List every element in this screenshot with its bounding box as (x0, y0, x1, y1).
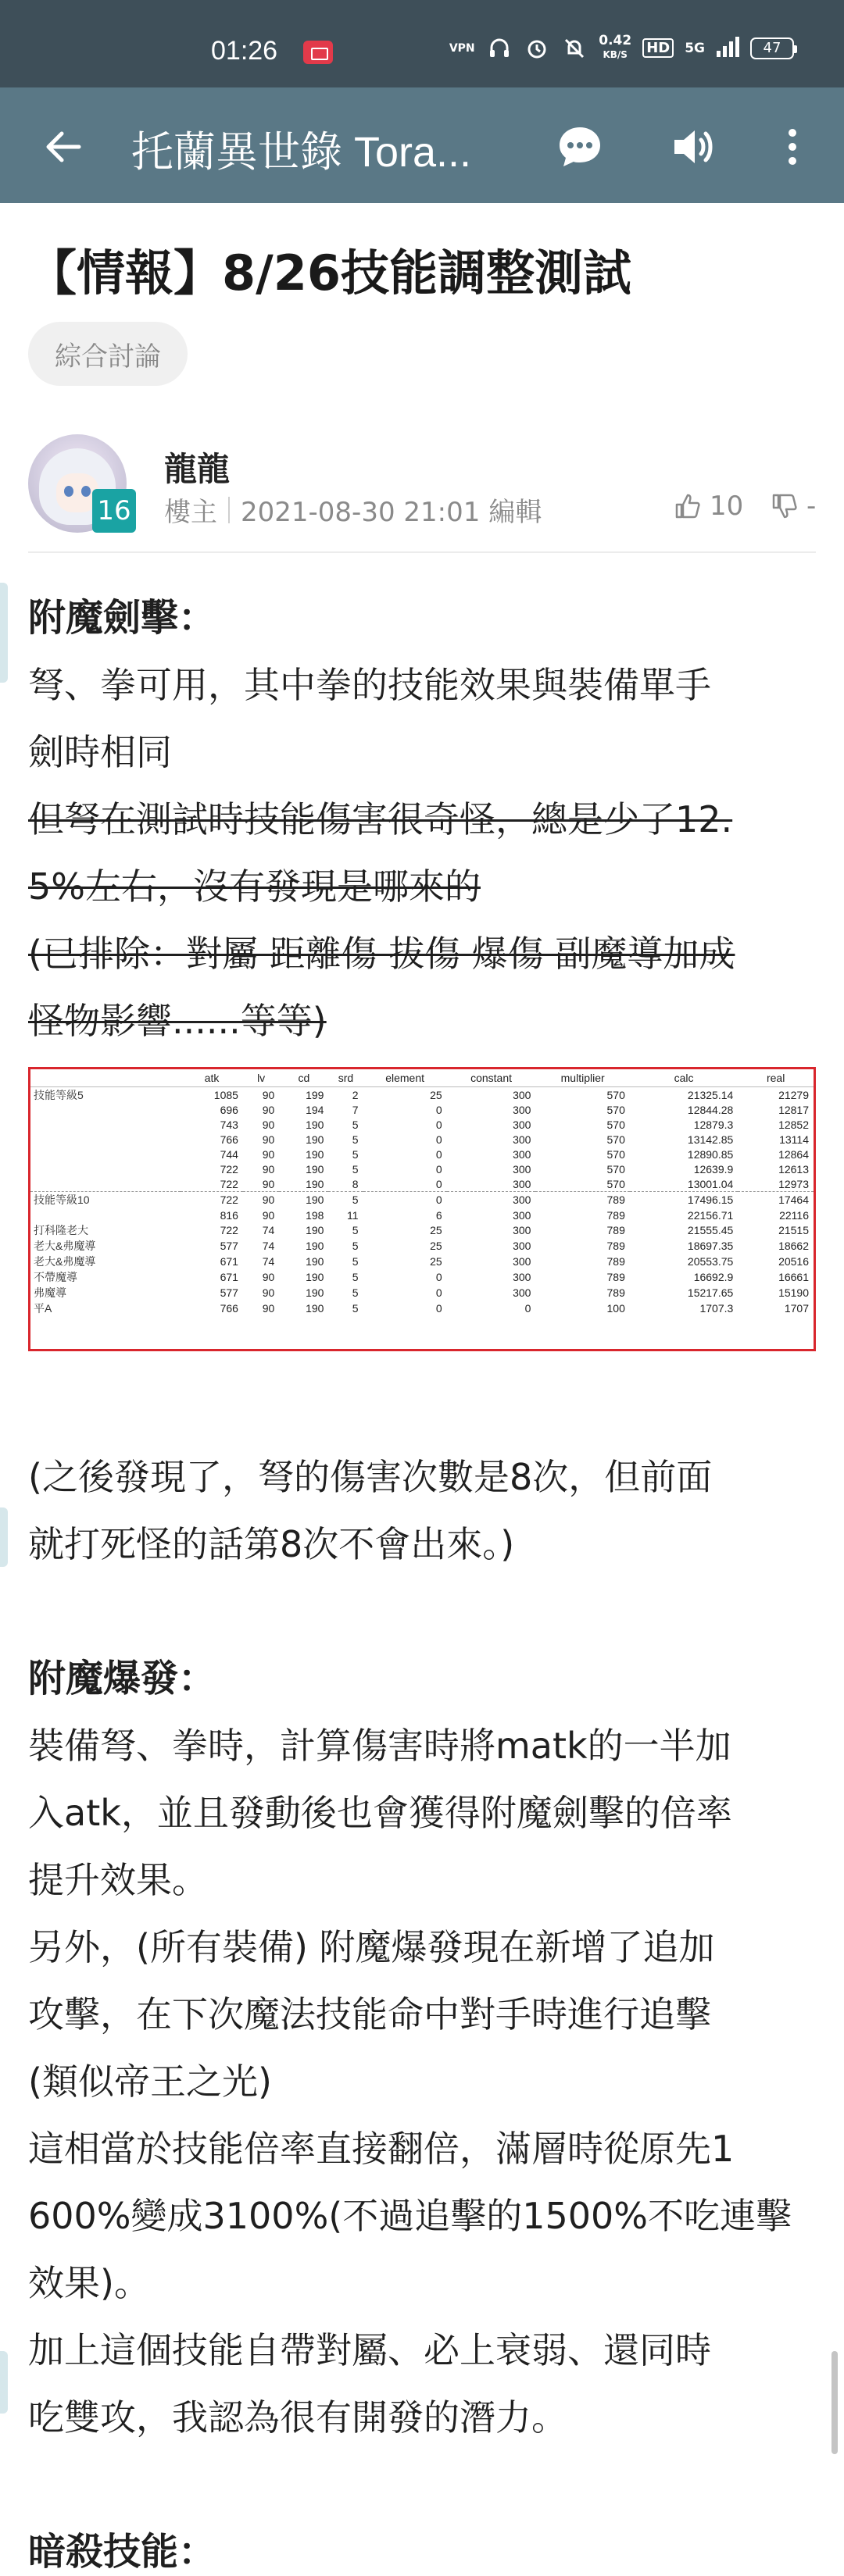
table-row (30, 1208, 814, 1222)
header-divider (28, 551, 816, 553)
table-cell: 8 (352, 1177, 359, 1190)
body-line: 加上這個技能自帶對屬、必上衰弱、還同時 (28, 2329, 711, 2371)
table-cell: 21515 (778, 1224, 809, 1236)
table-cell: 300 (513, 1133, 531, 1146)
table-cell: 300 (513, 1104, 531, 1116)
like-button[interactable] (674, 491, 743, 522)
body-line: 裝備弩、拳時，計算傷害時將matk的一半加 (28, 1725, 731, 1767)
back-button[interactable] (38, 122, 88, 172)
table-cell: 12817 (778, 1104, 809, 1116)
arrow-left-icon (41, 126, 84, 168)
more-vertical-icon (785, 123, 800, 171)
table-cell: 816 (220, 1208, 238, 1222)
table-cell: 15217.65 (687, 1286, 734, 1299)
table-cell: 21279 (778, 1088, 809, 1101)
table-cell: 90 (262, 1163, 275, 1176)
table-cell: 25 (430, 1255, 442, 1268)
board-title: 托蘭異世錄 Tora... (131, 129, 472, 176)
table-cell: 300 (513, 1177, 531, 1190)
table-cell: 12613 (778, 1163, 809, 1176)
table-cell: 300 (513, 1286, 531, 1299)
table-cell: 671 (220, 1271, 238, 1283)
table-cell: 199 (306, 1088, 324, 1101)
table-cell: 22116 (779, 1208, 809, 1222)
net-speed (599, 34, 631, 62)
table-cell: 190 (306, 1240, 324, 1252)
table-cell: 743 (220, 1119, 238, 1131)
table-cell: 190 (306, 1133, 324, 1146)
table-row (30, 1269, 814, 1285)
floor-label: 樓主 (164, 497, 217, 528)
table-cell: 722 (220, 1224, 238, 1236)
table-header-cell: multiplier (535, 1069, 629, 1086)
table-cell: 21325.14 (687, 1088, 734, 1101)
table-cell: 25 (430, 1088, 442, 1101)
table-cell: 300 (513, 1271, 531, 1283)
table-cell: 20516 (778, 1255, 809, 1268)
table-cell: 570 (606, 1133, 625, 1146)
app-bar (0, 87, 844, 203)
table-cell: 570 (606, 1088, 625, 1101)
table-cell: 90 (262, 1271, 275, 1283)
table-cell: 766 (220, 1302, 238, 1315)
table-cell: 5 (352, 1224, 359, 1236)
table-cell: 300 (513, 1240, 531, 1252)
table-cell: 25 (430, 1224, 442, 1236)
table-cell: 300 (513, 1088, 531, 1101)
table-cell: 671 (220, 1255, 238, 1268)
table-cell: 25 (430, 1240, 442, 1252)
table-cell: 0 (435, 1148, 442, 1161)
table-cell: 190 (279, 1192, 328, 1208)
post-body-section-2 (28, 1443, 817, 2576)
table-cell: 5 (328, 1192, 363, 1208)
table-cell: 0 (435, 1271, 442, 1283)
table-row (30, 1086, 814, 1103)
table-cell: 789 (535, 1192, 629, 1208)
table-cell: 300 (513, 1224, 531, 1236)
row-label: 弗魔導 (34, 1286, 66, 1299)
table-cell: 0 (435, 1163, 442, 1176)
table-cell: 300 (513, 1163, 531, 1176)
row-label: 技能等級10 (30, 1192, 181, 1208)
row-label: 不帶魔導 (34, 1271, 77, 1283)
table-cell: 0 (435, 1133, 442, 1146)
table-cell: 18697.35 (687, 1240, 734, 1252)
table-header-cell (30, 1069, 181, 1086)
table-cell: 577 (220, 1286, 238, 1299)
table-row (30, 1254, 814, 1269)
post-title: 【情報】8/26技能調整測試 (28, 244, 632, 301)
strikethrough-line: 怪物影響......等等) (28, 1000, 327, 1042)
table-cell: 6 (435, 1208, 442, 1222)
table-cell: 789 (606, 1224, 625, 1236)
table-row (30, 1133, 814, 1147)
table-cell: 74 (262, 1224, 275, 1236)
scrollbar[interactable] (831, 2351, 838, 2454)
mute-bell-icon (561, 35, 588, 62)
table-cell: 696 (220, 1104, 238, 1116)
category-tag[interactable]: 綜合討論 (28, 322, 188, 386)
table-cell: 300 (513, 1148, 531, 1161)
table-cell: 722 (181, 1192, 243, 1208)
table-header-cell: element (363, 1069, 447, 1086)
table-cell: 12890.85 (687, 1148, 734, 1161)
table-cell: 90 (262, 1302, 275, 1315)
table-header-cell: cd (279, 1069, 328, 1086)
side-mark (0, 1507, 8, 1567)
table-cell: 570 (606, 1177, 625, 1190)
chat-button[interactable] (552, 119, 608, 175)
row-label: 老大&弗魔導 (34, 1240, 96, 1252)
table-cell: 11 (347, 1208, 359, 1222)
table-cell: 17464 (738, 1192, 814, 1208)
table-cell: 7 (352, 1104, 359, 1116)
table-cell: 190 (306, 1302, 324, 1315)
table-row (30, 1103, 814, 1118)
table-cell: 12639.9 (693, 1163, 734, 1176)
table-cell: 74 (262, 1240, 275, 1252)
table-cell: 0 (435, 1177, 442, 1190)
thumbs-down-icon (771, 492, 799, 520)
table-header-cell: calc (630, 1069, 738, 1086)
section-heading: 附魔劍擊： (28, 596, 216, 640)
table-cell: 13001.04 (687, 1177, 734, 1190)
table-cell: 13114 (779, 1133, 809, 1146)
table-cell: 577 (220, 1240, 238, 1252)
table-row (30, 1147, 814, 1162)
row-label (30, 1177, 181, 1192)
table-cell: 194 (306, 1104, 324, 1116)
table-cell: 90 (262, 1286, 275, 1299)
headphones-icon (486, 35, 513, 62)
table-row (30, 1118, 814, 1133)
strikethrough-line: 但弩在測試時技能傷害很奇怪，總是少了12. (28, 798, 733, 840)
table-cell: 12973 (778, 1177, 809, 1190)
like-count: 10 (710, 491, 744, 522)
table-cell: 300 (513, 1119, 531, 1131)
damage-table-image[interactable] (28, 1067, 816, 1351)
table-cell: 5 (352, 1255, 359, 1268)
table-cell: 16661 (778, 1271, 809, 1283)
table-header-cell: lv (243, 1069, 279, 1086)
chat-bubble-icon (556, 123, 604, 171)
table-cell: 1085 (213, 1088, 238, 1101)
table-row (30, 1177, 814, 1192)
table-row (30, 1285, 814, 1300)
table-cell: 190 (306, 1271, 324, 1283)
post-timestamp: 2021-08-30 21:01 編輯 (241, 497, 542, 528)
post-body-section-1 (28, 584, 817, 1054)
status-icons (449, 34, 794, 62)
post-meta (164, 491, 542, 529)
row-label (30, 1208, 181, 1222)
table-cell: 722 (220, 1177, 238, 1190)
table-cell: 570 (606, 1119, 625, 1131)
body-line: 就打死怪的話第8次不會出來。) (28, 1523, 515, 1565)
table-cell: 0 (435, 1119, 442, 1131)
table-cell: 190 (306, 1255, 324, 1268)
table-cell: 20553.75 (687, 1255, 734, 1268)
speaker-button[interactable] (664, 119, 721, 175)
table-cell: 18662 (778, 1240, 809, 1252)
table-cell: 0 (435, 1104, 442, 1116)
body-line: 這相當於技能倍率直接翻倍，滿層時從原先1 (28, 2128, 735, 2170)
table-cell: 190 (306, 1224, 324, 1236)
table-row (30, 1238, 814, 1254)
table-cell: 12844.28 (687, 1104, 734, 1116)
signal-bars-icon (716, 35, 739, 61)
status-bar (0, 0, 844, 87)
table-header-cell: real (738, 1069, 814, 1086)
table-cell: 789 (606, 1255, 625, 1268)
table-cell: 766 (220, 1133, 238, 1146)
table-cell: 17496.15 (630, 1192, 738, 1208)
table-cell: 1707.3 (699, 1302, 734, 1315)
table-cell: 198 (306, 1208, 324, 1222)
body-line: 提升效果。 (28, 1859, 208, 1901)
table-cell: 21555.45 (687, 1224, 734, 1236)
damage-table (30, 1069, 814, 1316)
strikethrough-line: 5%左右，沒有發現是哪來的 (28, 865, 481, 908)
table-cell: 190 (306, 1148, 324, 1161)
table-cell: 570 (606, 1104, 625, 1116)
table-row (30, 1162, 814, 1177)
alarm-icon (524, 35, 550, 62)
table-cell: 90 (262, 1177, 275, 1190)
table-cell: 5 (352, 1302, 359, 1315)
table-cell: 90 (262, 1104, 275, 1116)
table-cell: 190 (306, 1119, 324, 1131)
body-line: 600%變成3100%(不過追擊的1500%不吃連擊 (28, 2195, 792, 2237)
body-line: 弩、拳可用，其中拳的技能效果與裝備單手 (28, 664, 711, 706)
table-cell: 0 (435, 1302, 442, 1315)
row-label: 平A (34, 1302, 52, 1315)
row-label (30, 1147, 181, 1162)
body-line: 吃雙攻，我認為很有開發的潛力。 (28, 2396, 567, 2439)
table-cell: 90 (262, 1088, 275, 1101)
table-cell: 5 (352, 1271, 359, 1283)
row-label (30, 1103, 181, 1118)
dislike-count: - (806, 491, 817, 522)
table-cell: 1707 (784, 1302, 809, 1315)
net-speed-value: 0.42 (599, 33, 632, 48)
table-cell: 90 (262, 1119, 275, 1131)
table-cell: 789 (606, 1286, 625, 1299)
table-cell: 16692.9 (693, 1271, 734, 1283)
table-cell: 90 (243, 1192, 279, 1208)
table-cell: 5 (352, 1286, 359, 1299)
table-cell: 789 (606, 1240, 625, 1252)
table-header-cell: constant (447, 1069, 536, 1086)
status-time: 01:26 (211, 36, 278, 66)
body-line: (之後發現了，弩的傷害次數是8次，但前面 (28, 1456, 713, 1498)
body-line: 劍時相同 (28, 731, 172, 773)
table-cell: 22156.71 (687, 1208, 734, 1222)
table-header-cell: srd (328, 1069, 363, 1086)
side-mark (0, 583, 8, 683)
table-cell: 2 (352, 1088, 359, 1101)
table-cell: 100 (606, 1302, 625, 1315)
thumbs-up-icon (674, 492, 702, 520)
section-heading: 附魔爆發： (28, 1657, 216, 1700)
more-options-button[interactable] (764, 119, 821, 175)
row-label: 技能等級5 (34, 1088, 84, 1101)
table-cell: 190 (306, 1163, 324, 1176)
body-line: 另外，(所有裝備) 附魔爆發現在新增了追加 (28, 1926, 715, 1968)
row-label: 老大&弗魔導 (34, 1255, 96, 1268)
table-cell: 744 (220, 1148, 238, 1161)
hd-badge: HD (642, 38, 674, 58)
table-cell: 12864 (778, 1148, 809, 1161)
table-cell: 0 (363, 1192, 447, 1208)
table-cell: 12852 (778, 1119, 809, 1131)
side-mark (0, 2351, 8, 2414)
battery-icon: 47 (750, 37, 794, 59)
table-cell: 5 (352, 1148, 359, 1161)
table-cell: 12879.3 (693, 1119, 734, 1131)
speaker-icon (668, 123, 717, 171)
table-cell: 570 (606, 1163, 625, 1176)
meta-divider (228, 497, 230, 523)
level-badge: 16 (92, 489, 136, 533)
table-cell: 90 (262, 1208, 275, 1222)
table-cell: 789 (606, 1208, 625, 1222)
row-label (30, 1118, 181, 1133)
screen-record-icon (303, 41, 333, 64)
net-speed-unit: KB/S (603, 49, 628, 60)
table-row (30, 1192, 814, 1208)
table-cell: 190 (306, 1286, 324, 1299)
body-line: 攻擊，在下次魔法技能命中對手時進行追擊 (28, 1993, 711, 2035)
table-cell: 15190 (778, 1286, 809, 1299)
table-cell: 0 (435, 1286, 442, 1299)
table-cell: 90 (262, 1148, 275, 1161)
table-cell: 300 (447, 1192, 536, 1208)
row-label (30, 1162, 181, 1177)
table-cell: 570 (606, 1148, 625, 1161)
signal-label: 5G (685, 40, 705, 56)
table-cell: 90 (262, 1133, 275, 1146)
table-cell: 5 (352, 1133, 359, 1146)
body-line: 入atk，並且發動後也會獲得附魔劍擊的倍率 (28, 1792, 732, 1834)
row-label: 打科隆老大 (34, 1224, 88, 1236)
dislike-button[interactable] (771, 491, 816, 522)
vpn-icon: VPN (449, 41, 475, 55)
table-cell: 5 (352, 1163, 359, 1176)
table-cell: 190 (306, 1177, 324, 1190)
table-cell: 300 (513, 1208, 531, 1222)
table-cell: 5 (352, 1240, 359, 1252)
table-cell: 13142.85 (687, 1133, 734, 1146)
section-heading: 暗殺技能： (28, 2530, 216, 2574)
table-cell: 5 (352, 1119, 359, 1131)
table-header-cell: atk (181, 1069, 243, 1086)
table-row (30, 1222, 814, 1238)
table-cell: 0 (524, 1302, 531, 1315)
body-line: (類似帝王之光) (28, 2060, 272, 2103)
row-label (30, 1133, 181, 1147)
strikethrough-line: (已排除：對屬 距離傷 拔傷 爆傷 副魔導加成 (28, 933, 735, 975)
body-line: 效果)。 (28, 2262, 150, 2304)
table-cell: 300 (513, 1255, 531, 1268)
table-cell: 722 (220, 1163, 238, 1176)
table-row (30, 1300, 814, 1316)
table-cell: 789 (606, 1271, 625, 1283)
table-cell: 74 (262, 1255, 275, 1268)
author-name[interactable]: 龍龍 (164, 450, 231, 488)
